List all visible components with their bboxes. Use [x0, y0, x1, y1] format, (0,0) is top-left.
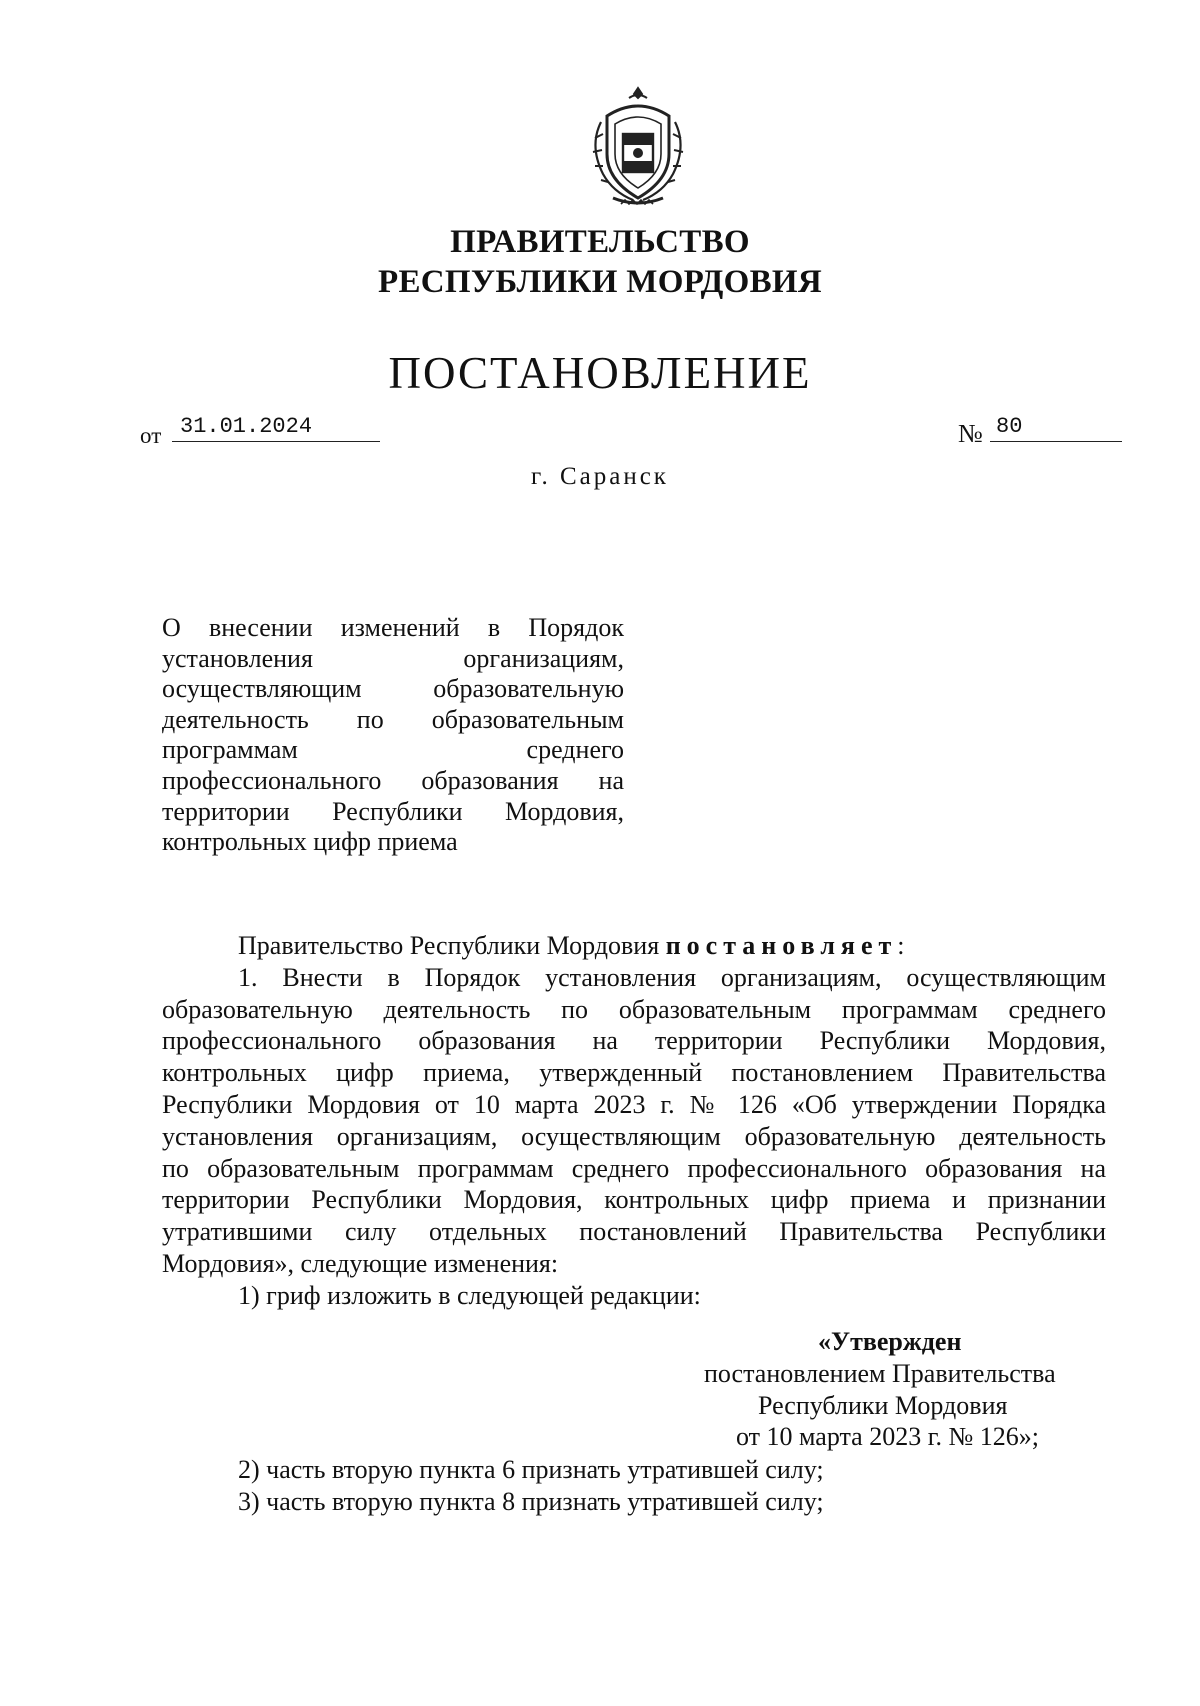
approval-line: Республики Мордовия — [758, 1390, 1008, 1420]
approval-line: от 10 марта 2023 г. № 126»; — [736, 1422, 1039, 1452]
document-subject — [162, 613, 624, 858]
number-prefix: № — [958, 419, 983, 448]
document-type-heading: ПОСТАНОВЛЕНИЕ — [388, 348, 812, 398]
subject-line: установления организациям, — [162, 643, 624, 673]
amendment-items — [238, 1454, 1108, 1518]
approval-stamp-text — [690, 1326, 1090, 1453]
subject-line: территории Республики Мордовия, — [162, 796, 624, 826]
subject-line: программам среднего — [162, 735, 624, 765]
approval-line: постановлением Правительства — [704, 1358, 1056, 1388]
clause-1-line: Мордовия», следующие изменения: — [162, 1248, 559, 1278]
clause-1-line: контрольных цифр приема, утвержденный постановлением Правительства — [162, 1058, 1106, 1088]
intro-text: Правительство Республики Мордовия — [238, 931, 660, 960]
document-body — [162, 930, 1106, 1312]
subject-line: О внесении изменений в Порядок — [162, 613, 624, 642]
subject-line: осуществляющим образовательную — [162, 674, 624, 704]
clause-1-line: территории Республики Мордовия, контрольных цифр приема и признании — [162, 1185, 1106, 1215]
clause-1-line: по образовательным программам среднего профессионального образования на — [162, 1153, 1106, 1183]
resolves-word: постановляет — [665, 931, 898, 960]
clause-1-line: Республики Мордовия от 10 марта 2023 г. № 126 «Об утверждении Порядка — [162, 1089, 1106, 1119]
clause-1-line: 1. Внести в Порядок установления организациям, осуществляющим — [238, 962, 1106, 992]
amendment-item-2: 2) часть вторую пункта 6 признать утратившей силу; — [238, 1455, 824, 1484]
subject-line: деятельность по образовательным — [162, 704, 624, 734]
approval-heading: «Утвержден — [818, 1327, 962, 1356]
document-number: 80 — [990, 413, 1122, 442]
clause-1-line: профессионального образования на территории Республики Мордовия, — [162, 1026, 1106, 1056]
issue-city: г. Саранск — [531, 463, 669, 490]
coat-of-arms-of-mordovia-icon — [573, 82, 703, 212]
government-subtitle: РЕСПУБЛИКИ МОРДОВИЯ — [377, 264, 822, 300]
amendment-item-3: 3) часть вторую пункта 8 признать утратившей силу; — [238, 1486, 824, 1516]
clause-1-line: образовательную деятельность по образовательным программам среднего — [162, 994, 1106, 1024]
document-date: 31.01.2024 — [172, 413, 380, 442]
subject-line: профессионального образования на — [162, 765, 624, 795]
sub-item-1: 1) гриф изложить в следующей редакции: — [238, 1280, 701, 1310]
clause-1-line: установления организациям, осуществляющим образовательную деятельность — [162, 1121, 1106, 1151]
subject-line: контрольных цифр приема — [162, 827, 458, 857]
government-title: ПРАВИТЕЛЬСТВО — [450, 224, 750, 260]
date-prefix: от — [140, 423, 162, 448]
intro-colon: : — [897, 931, 905, 960]
resolution-intro — [162, 930, 1106, 962]
clause-1-line: утратившими силу отдельных постановлений Правительства Республики — [162, 1217, 1106, 1247]
